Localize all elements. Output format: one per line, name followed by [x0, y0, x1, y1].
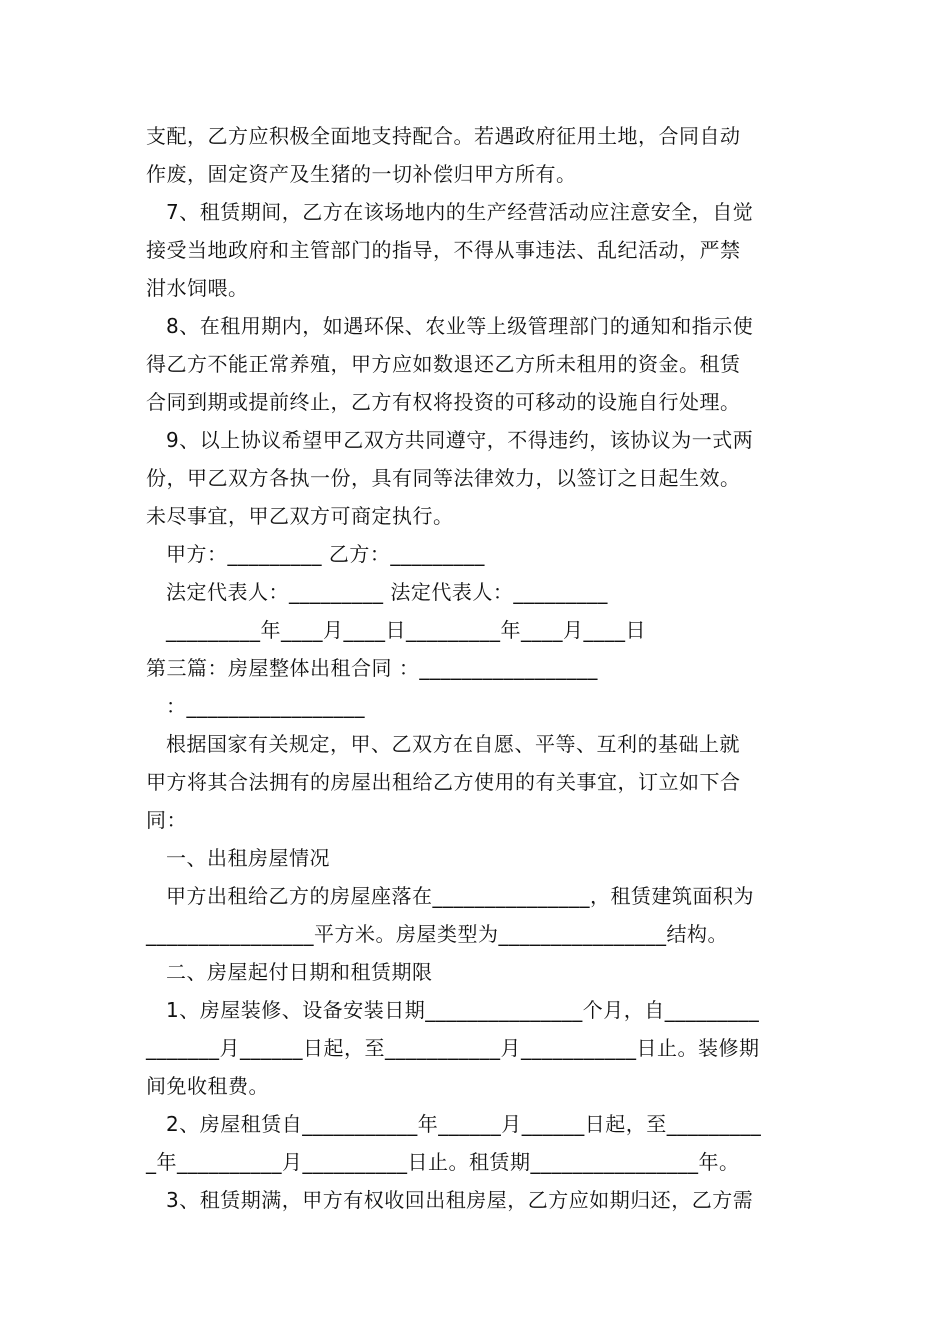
clause-7: 7、租赁期间，乙方在该场地内的生产经营活动应注意安全，自觉: [166, 200, 754, 224]
text-line: 作废，固定资产及生猪的一切补偿归甲方所有。: [146, 162, 577, 186]
text-line: ________________平方米。房屋类型为________________结构。: [146, 922, 728, 946]
signature-representatives: 法定代表人：_________ 法定代表人：_________: [166, 580, 608, 604]
clause-9: 9、以上协议希望甲乙双方共同遵守，不得违约，该协议为一式两: [166, 428, 754, 452]
section-title: 第三篇：房屋整体出租合同 ：_________________: [146, 656, 598, 680]
intro-paragraph: 根据国家有关规定，甲、乙双方在自愿、平等、互利的基础上就: [166, 732, 740, 756]
signature-dates: _________年____月____日_________年____月____日: [166, 618, 646, 642]
text-line: 间免收租费。: [146, 1074, 269, 1098]
text-line: 甲方出租给乙方的房屋座落在_______________，租赁建筑面积为: [166, 884, 754, 908]
heading-2: 二、房屋起付日期和租赁期限: [166, 960, 433, 984]
heading-1: 一、出租房屋情况: [166, 846, 330, 870]
text-line: _年__________月__________日止。租赁期________________年。: [146, 1150, 740, 1174]
text-line: 支配，乙方应积极全面地支持配合。若遇政府征用土地，合同自动: [146, 124, 741, 148]
text-line: ：_________________: [166, 694, 365, 718]
clause-8: 8、在租用期内，如遇环保、农业等上级管理部门的通知和指示使: [166, 314, 754, 338]
signature-parties: 甲方：_________ 乙方：_________: [166, 542, 485, 566]
clause-1: 1、房屋装修、设备安装日期_______________个月，自_________: [166, 998, 760, 1022]
text-line: 同：: [146, 808, 187, 832]
text-line: 泔水饲喂。: [146, 276, 249, 300]
clause-3: 3、租赁期满，甲方有权收回出租房屋，乙方应如期归还，乙方需: [166, 1188, 754, 1212]
text-line: 得乙方不能正常养殖，甲方应如数退还乙方所未租用的资金。租赁: [146, 352, 741, 376]
text-line: 接受当地政府和主管部门的指导，不得从事违法、乱纪活动，严禁: [146, 238, 741, 262]
text-line: 合同到期或提前终止，乙方有权将投资的可移动的设施自行处理。: [146, 390, 741, 414]
text-line: 甲方将其合法拥有的房屋出租给乙方使用的有关事宜，订立如下合: [146, 770, 741, 794]
text-line: 未尽事宜，甲乙双方可商定执行。: [146, 504, 454, 528]
text-line: _______月______日起，至___________月___________日止。装修期: [146, 1036, 760, 1060]
text-line: 份，甲乙双方各执一份，具有同等法律效力，以签订之日起生效。: [146, 466, 741, 490]
clause-2: 2、房屋租赁自___________年______月______日起，至_________: [166, 1112, 762, 1136]
